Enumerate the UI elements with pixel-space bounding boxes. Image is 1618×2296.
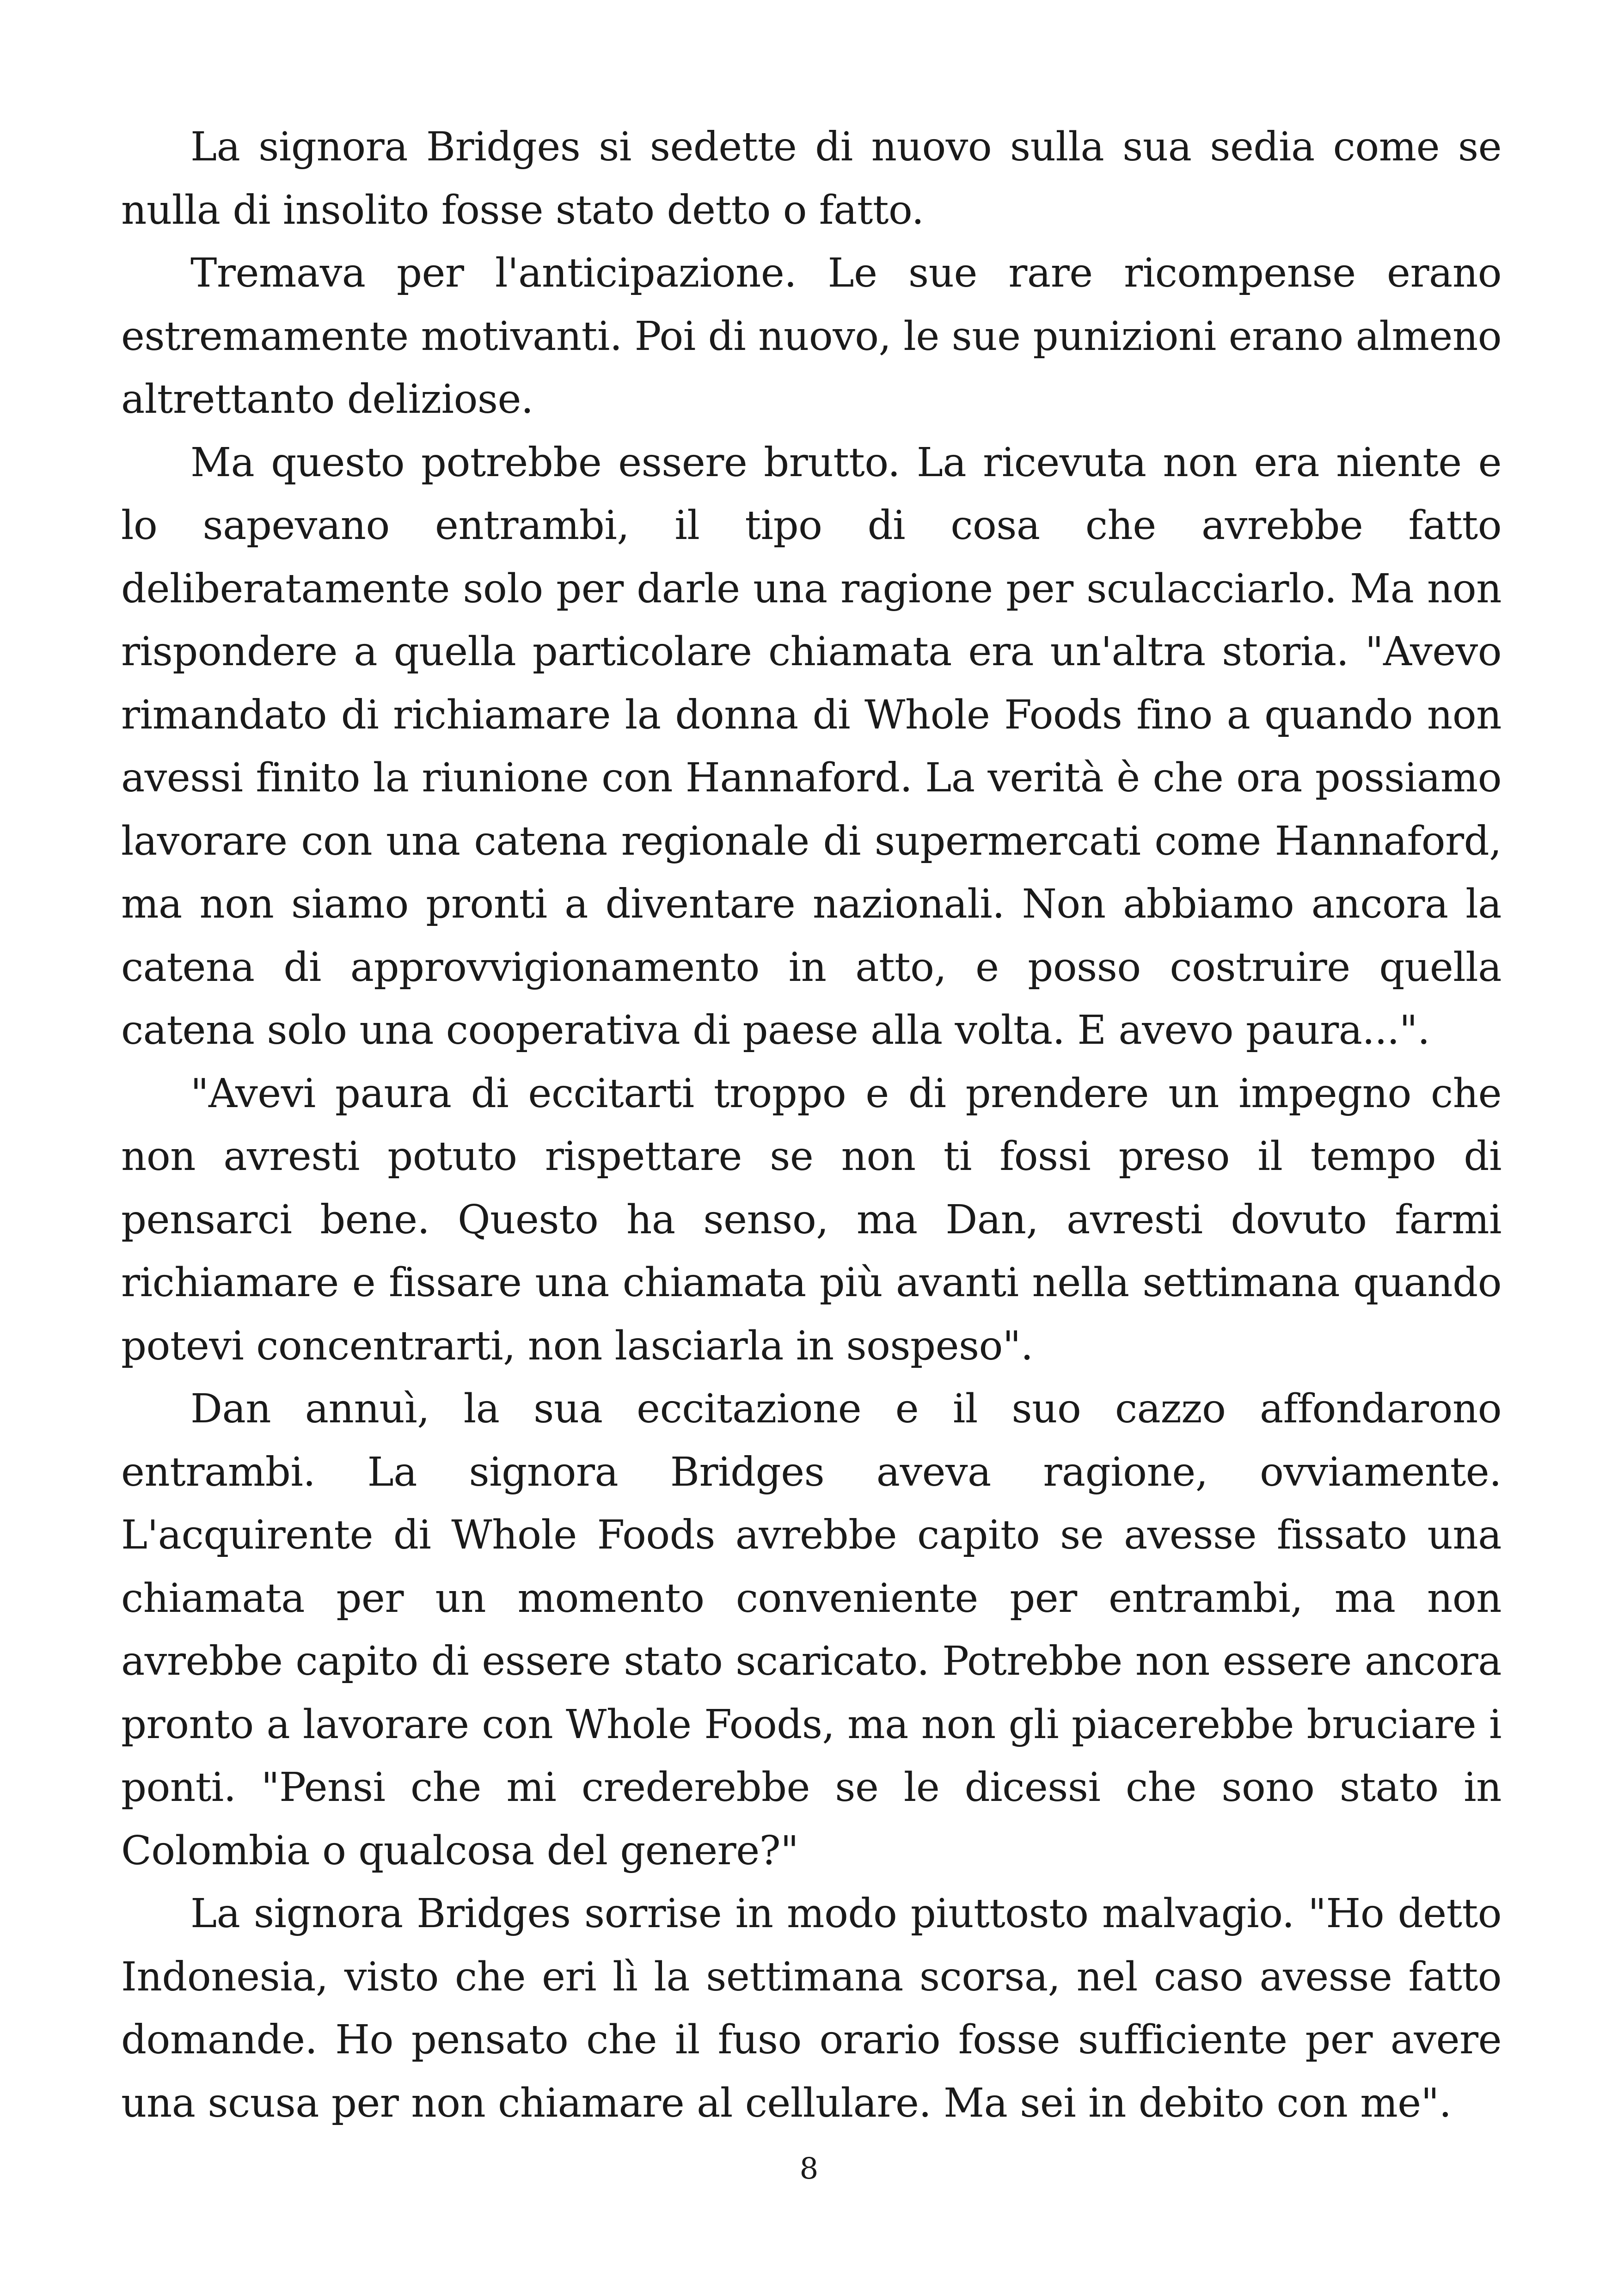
body-text — [121, 116, 1502, 2135]
page-number: 8 — [799, 2152, 819, 2186]
paragraph-2: Tremava per l'anticipazione. Le sue rare ricompense erano estremamente motivanti. Poi di nuovo, le sue punizioni erano almeno altrettanto deliziose. — [121, 250, 1502, 422]
paragraph-6: La signora Bridges sorrise in modo piuttosto malvagio. "Ho detto Indonesia, visto che eri lì la settimana scorsa, nel caso avesse fatto domande. Ho pensato che il fuso orario fosse sufficiente per avere una scusa per non chiamare al cellulare. Ma sei in debito con me". — [121, 1891, 1502, 2126]
paragraph-3: Ma questo potrebbe essere brutto. La ricevuta non era niente e lo sapevano entrambi, il tipo di cosa che avrebbe fatto deliberatamente solo per darle una ragione per sculacciarlo. Ma non rispondere a quella particolare chiamata era un'altra storia. "Avevo rimandato di richiamare la donna di Whole Foods fino a quando non avessi finito la riunione con Hannaford. La verità è che ora possiamo lavorare con una catena regionale di supermercati come Hannaford, ma non siamo pronti a diventare nazionali. Non abbiamo ancora la catena di approvvigionamento in atto, e posso costruire quella catena solo una cooperativa di paese alla volta. E avevo paura...". — [121, 439, 1502, 1053]
paragraph-5: Dan annuì, la sua eccitazione e il suo cazzo affondarono entrambi. La signora Bridges aveva ragione, ovviamente. L'acquirente di Whole Foods avrebbe capito se avesse fissato una chiamata per un momento conveniente per entrambi, ma non avrebbe capito di essere stato scaricato. Potrebbe non essere ancora pronto a lavorare con Whole Foods, ma non gli piacerebbe bruciare i ponti. "Pensi che mi crederebbe se le dicessi che sono stato in Colombia o qualcosa del genere?" — [121, 1386, 1502, 1874]
paragraph-4: "Avevi paura di eccitarti troppo e di prendere un impegno che non avresti potuto rispettare se non ti fossi preso il tempo di pensarci bene. Questo ha senso, ma Dan, avresti dovuto farmi richiamare e fissare una chiamata più avanti nella settimana quando potevi concentrarti, non lasciarla in sospeso". — [121, 1070, 1502, 1369]
paragraph-1: La signora Bridges si sedette di nuovo sulla sua sedia come se nulla di insolito fosse stato detto o fatto. — [121, 124, 1502, 233]
